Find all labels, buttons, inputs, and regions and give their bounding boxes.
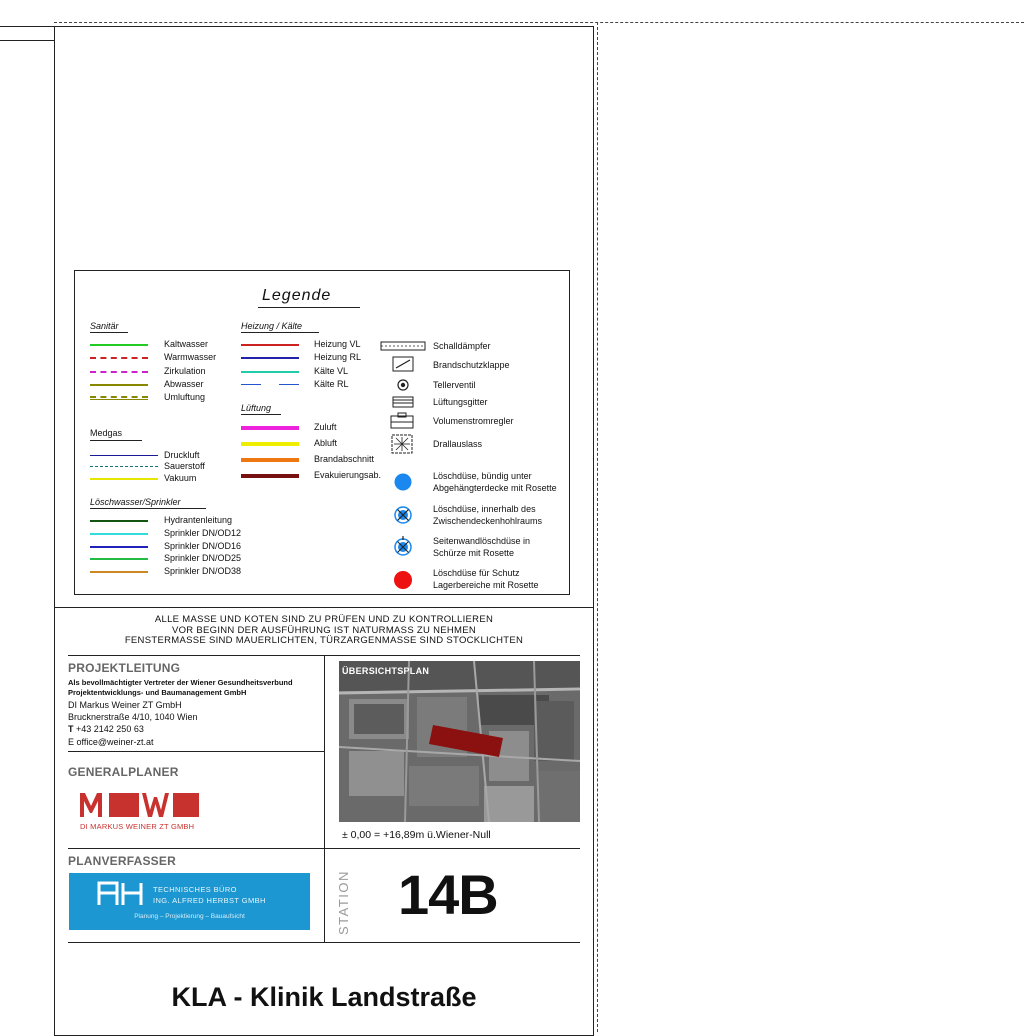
legend-label: Lüftungsgitter bbox=[433, 397, 488, 407]
legend-line-kaelte-rl bbox=[241, 384, 261, 385]
legend-label: Brandschutzklappe bbox=[433, 360, 510, 370]
group-underline bbox=[90, 332, 128, 333]
legend-line-brandabschnitt bbox=[241, 458, 299, 462]
legend-line-vakuum bbox=[90, 478, 158, 480]
legend-line-heizung-rl bbox=[241, 357, 299, 359]
email-value: office@weiner-zt.at bbox=[76, 737, 154, 747]
legend-label: Hydrantenleitung bbox=[164, 515, 233, 525]
sprinkler-flush-icon bbox=[394, 473, 412, 491]
legend-line-heizung-vl bbox=[241, 344, 299, 346]
projektleitung-email[interactable] bbox=[68, 737, 154, 747]
group-underline bbox=[90, 508, 206, 509]
overview-map bbox=[339, 661, 580, 822]
legend-label: Löschdüse für Schutz bbox=[433, 568, 520, 578]
legend-group-loeschwasser: Löschwasser/Sprinkler bbox=[90, 497, 181, 507]
projektleitung-street: Brucknerstraße 4/10, 1040 Wien bbox=[68, 712, 198, 722]
legend-line-kaelte-rl bbox=[279, 384, 299, 385]
legend-line-umluftung bbox=[90, 399, 148, 400]
legend-line-evakuierung bbox=[241, 474, 299, 478]
legend-line-sprinkler-16 bbox=[90, 546, 148, 548]
projektleitung-name: DI Markus Weiner ZT GmbH bbox=[68, 700, 182, 710]
legend-label: Umluftung bbox=[164, 392, 206, 402]
legend-label: Evakuierungsab. bbox=[314, 470, 382, 480]
legend-group-lueftung: Lüftung bbox=[241, 403, 272, 413]
ah-logo-line1: TECHNISCHES BÜRO bbox=[153, 885, 237, 894]
legend-line-abluft bbox=[241, 442, 299, 446]
legend-line-sprinkler-12 bbox=[90, 533, 148, 535]
group-underline bbox=[241, 332, 319, 333]
legend-label: Sprinkler DN/OD12 bbox=[164, 528, 242, 538]
legend-line-warmwasser bbox=[90, 357, 148, 359]
titleblock-divider bbox=[54, 607, 594, 608]
legend-label: Druckluft bbox=[164, 450, 200, 460]
sprinkler-sidewall-icon bbox=[394, 536, 412, 556]
legend-label: Vakuum bbox=[164, 473, 197, 483]
sprinkler-cavity-icon bbox=[394, 506, 412, 524]
legend-label: Kälte RL bbox=[314, 379, 349, 389]
legend-line-sprinkler-38 bbox=[90, 571, 148, 573]
legend-label: Kaltwasser bbox=[164, 339, 209, 349]
legend-line-zirkulation bbox=[90, 371, 148, 373]
legend-group-medgas: Medgas bbox=[90, 428, 123, 438]
legend-line-sprinkler-25 bbox=[90, 558, 148, 560]
sheet-border-dashed-right bbox=[597, 22, 598, 1032]
legend-label: Kälte VL bbox=[314, 366, 349, 376]
legend-label: Heizung VL bbox=[314, 339, 361, 349]
legend-box bbox=[74, 270, 570, 595]
flow-regulator-icon bbox=[389, 412, 415, 430]
legend-label: Sprinkler DN/OD38 bbox=[164, 566, 242, 576]
legend-label: Abluft bbox=[314, 438, 338, 448]
ah-logo-line2: ING. ALFRED HERBST GMBH bbox=[153, 896, 266, 905]
legend-label: Volumenstromregler bbox=[433, 416, 514, 426]
fire-damper-icon bbox=[392, 356, 414, 372]
legend-label: Sprinkler DN/OD16 bbox=[164, 541, 242, 551]
legend-line-kaltwasser bbox=[90, 344, 148, 346]
disc-valve-icon bbox=[397, 379, 409, 391]
note-line: ALLE MASSE UND KOTEN SIND ZU PRÜFEN UND ZU KONTROLLIEREN bbox=[154, 614, 494, 625]
legend-label: Warmwasser bbox=[164, 352, 217, 362]
legend-line-kaelte-vl bbox=[241, 371, 299, 373]
legend-label: Lagerbereiche mit Rosette bbox=[433, 580, 539, 590]
legend-group-heizung: Heizung / Kälte bbox=[241, 321, 303, 331]
station-number: 14B bbox=[398, 863, 498, 926]
titleblock-divider bbox=[68, 942, 580, 943]
legend-label: Schalldämpfer bbox=[433, 341, 491, 351]
generalplaner-heading: GENERALPLANER bbox=[68, 765, 179, 779]
email-prefix: E bbox=[68, 737, 75, 747]
legend-label: Abgehängterdecke mit Rosette bbox=[433, 483, 557, 493]
legend-label: Löschdüse, innerhalb des bbox=[433, 504, 536, 514]
legend-title: Legende bbox=[262, 287, 332, 304]
legend-label: Löschdüse, bündig unter bbox=[433, 471, 532, 481]
legend-label: Zirkulation bbox=[164, 366, 206, 376]
left-margin-rule bbox=[0, 26, 54, 27]
titleblock-divider bbox=[68, 751, 324, 752]
swirl-diffuser-icon bbox=[391, 434, 413, 454]
legend-line-hydrant bbox=[90, 520, 148, 522]
legend-label: Sauerstoff bbox=[164, 461, 205, 471]
left-margin-rule bbox=[0, 40, 54, 41]
titleblock-divider bbox=[68, 848, 580, 849]
legend-group-sanitaer: Sanitär bbox=[90, 321, 119, 331]
legend-line-sauerstoff bbox=[90, 466, 158, 467]
legend-label: Tellerventil bbox=[433, 380, 476, 390]
legend-label: Sprinkler DN/OD25 bbox=[164, 553, 242, 563]
projektleitung-phone bbox=[68, 724, 144, 734]
legend-label: Abwasser bbox=[164, 379, 204, 389]
ah-logo-tagline: Planung – Projektierung – Bauaufsicht bbox=[134, 913, 245, 920]
phone-prefix: T bbox=[68, 724, 74, 734]
mw-logo bbox=[80, 792, 200, 818]
projektleitung-line1: Als bevollmächtigter Vertreter der Wiener Gesundheitsverbund bbox=[68, 678, 293, 687]
mw-logo-text: DI MARKUS WEINER ZT GMBH bbox=[80, 822, 195, 831]
legend-line-abwasser bbox=[90, 384, 148, 386]
titleblock-divider-vertical bbox=[324, 655, 325, 942]
note-line: FENSTERMASSE SIND MAUERLICHTEN, TÜRZARGENMASSE SIND STOCKLICHTEN bbox=[124, 635, 524, 646]
projektleitung-line2: Projektentwicklungs- und Baumanagement GmbH bbox=[68, 688, 247, 697]
legend-label: Schürze mit Rosette bbox=[433, 548, 515, 558]
group-underline bbox=[241, 414, 281, 415]
sprinkler-storage-icon bbox=[393, 570, 413, 590]
notes-block bbox=[54, 615, 594, 647]
projektleitung-heading: PROJEKTLEITUNG bbox=[68, 661, 181, 675]
legend-label: Brandabschnitt bbox=[314, 454, 375, 464]
group-underline bbox=[90, 440, 142, 441]
legend-label: Drallauslass bbox=[433, 439, 483, 449]
ah-logo-banner bbox=[69, 873, 310, 930]
silencer-icon bbox=[380, 340, 426, 352]
legend-line-zuluft bbox=[241, 426, 299, 430]
legend-line-umluftung bbox=[90, 396, 148, 398]
legend-label: Seitenwandlöschdüse in bbox=[433, 536, 531, 546]
legend-title-underline bbox=[258, 307, 360, 308]
legend-label: Heizung RL bbox=[314, 352, 362, 362]
ah-logo-mark bbox=[97, 881, 143, 905]
planverfasser-heading: PLANVERFASSER bbox=[68, 854, 176, 868]
sheet-border-dashed-top bbox=[54, 22, 1024, 23]
legend-label: Zwischendeckenhohlraums bbox=[433, 516, 543, 526]
legend-label: Zuluft bbox=[314, 422, 337, 432]
grille-icon bbox=[392, 396, 414, 408]
legend-line-druckluft bbox=[90, 455, 158, 456]
note-line: VOR BEGINN DER AUSFÜHRUNG IST NATURMASS ZU NEHMEN bbox=[171, 624, 477, 636]
phone-value: +43 2142 250 63 bbox=[76, 724, 144, 734]
station-label: STATION bbox=[336, 870, 351, 935]
elevation-reference: ± 0,00 = +16,89m ü.Wiener-Null bbox=[342, 829, 491, 841]
overview-map-title: ÜBERSICHTSPLAN bbox=[342, 666, 430, 676]
project-title: KLA - Klinik Landstraße bbox=[171, 982, 477, 1012]
